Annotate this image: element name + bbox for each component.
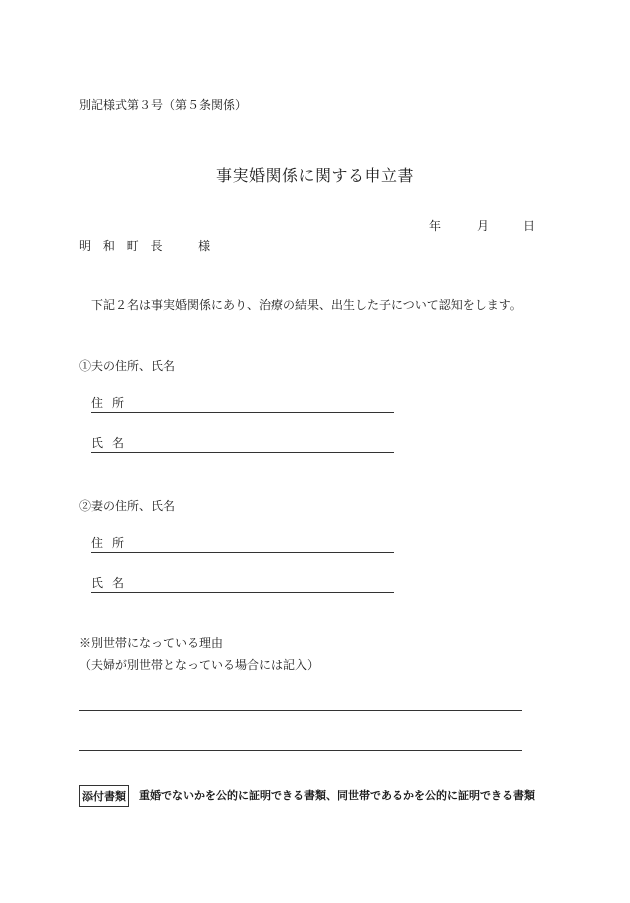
husband-address-field[interactable] [91, 394, 394, 413]
reason-line-2[interactable] [79, 750, 522, 751]
wife-section-heading: ②妻の住所、氏名 [79, 499, 176, 513]
reason-heading: ※別世帯になっている理由 [79, 636, 224, 650]
date-month-label: 月 [477, 219, 490, 233]
statement-text: 下記２名は事実婚関係にあり、治療の結果、出生した子について認知をします。 [91, 298, 522, 312]
date-year-label: 年 [429, 219, 442, 233]
reason-line-1[interactable] [79, 710, 522, 711]
wife-name-label: 氏名 [91, 576, 134, 590]
reason-subheading: （夫婦が別世帯となっている場合には記入） [79, 658, 320, 672]
husband-name-field[interactable] [91, 434, 394, 453]
attachment-text: 重婚でないかを公的に証明できる書類、同世帯であるかを公的に証明できる書類 [139, 789, 535, 802]
husband-name-label: 氏名 [91, 436, 134, 450]
wife-name-field[interactable] [91, 574, 394, 593]
document-title: 事実婚関係に関する申立書 [215, 166, 414, 185]
wife-address-label: 住所 [91, 536, 134, 550]
wife-address-field[interactable] [91, 534, 394, 553]
husband-address-label: 住所 [91, 396, 134, 410]
date-day-label: 日 [523, 219, 536, 233]
addressee: 明 和 町 長 様 [79, 239, 215, 253]
form-number: 別記様式第３号（第５条関係） [79, 98, 248, 112]
husband-section-heading: ①夫の住所、氏名 [79, 359, 176, 373]
attachment-label-box: 添付書類 [79, 785, 129, 807]
